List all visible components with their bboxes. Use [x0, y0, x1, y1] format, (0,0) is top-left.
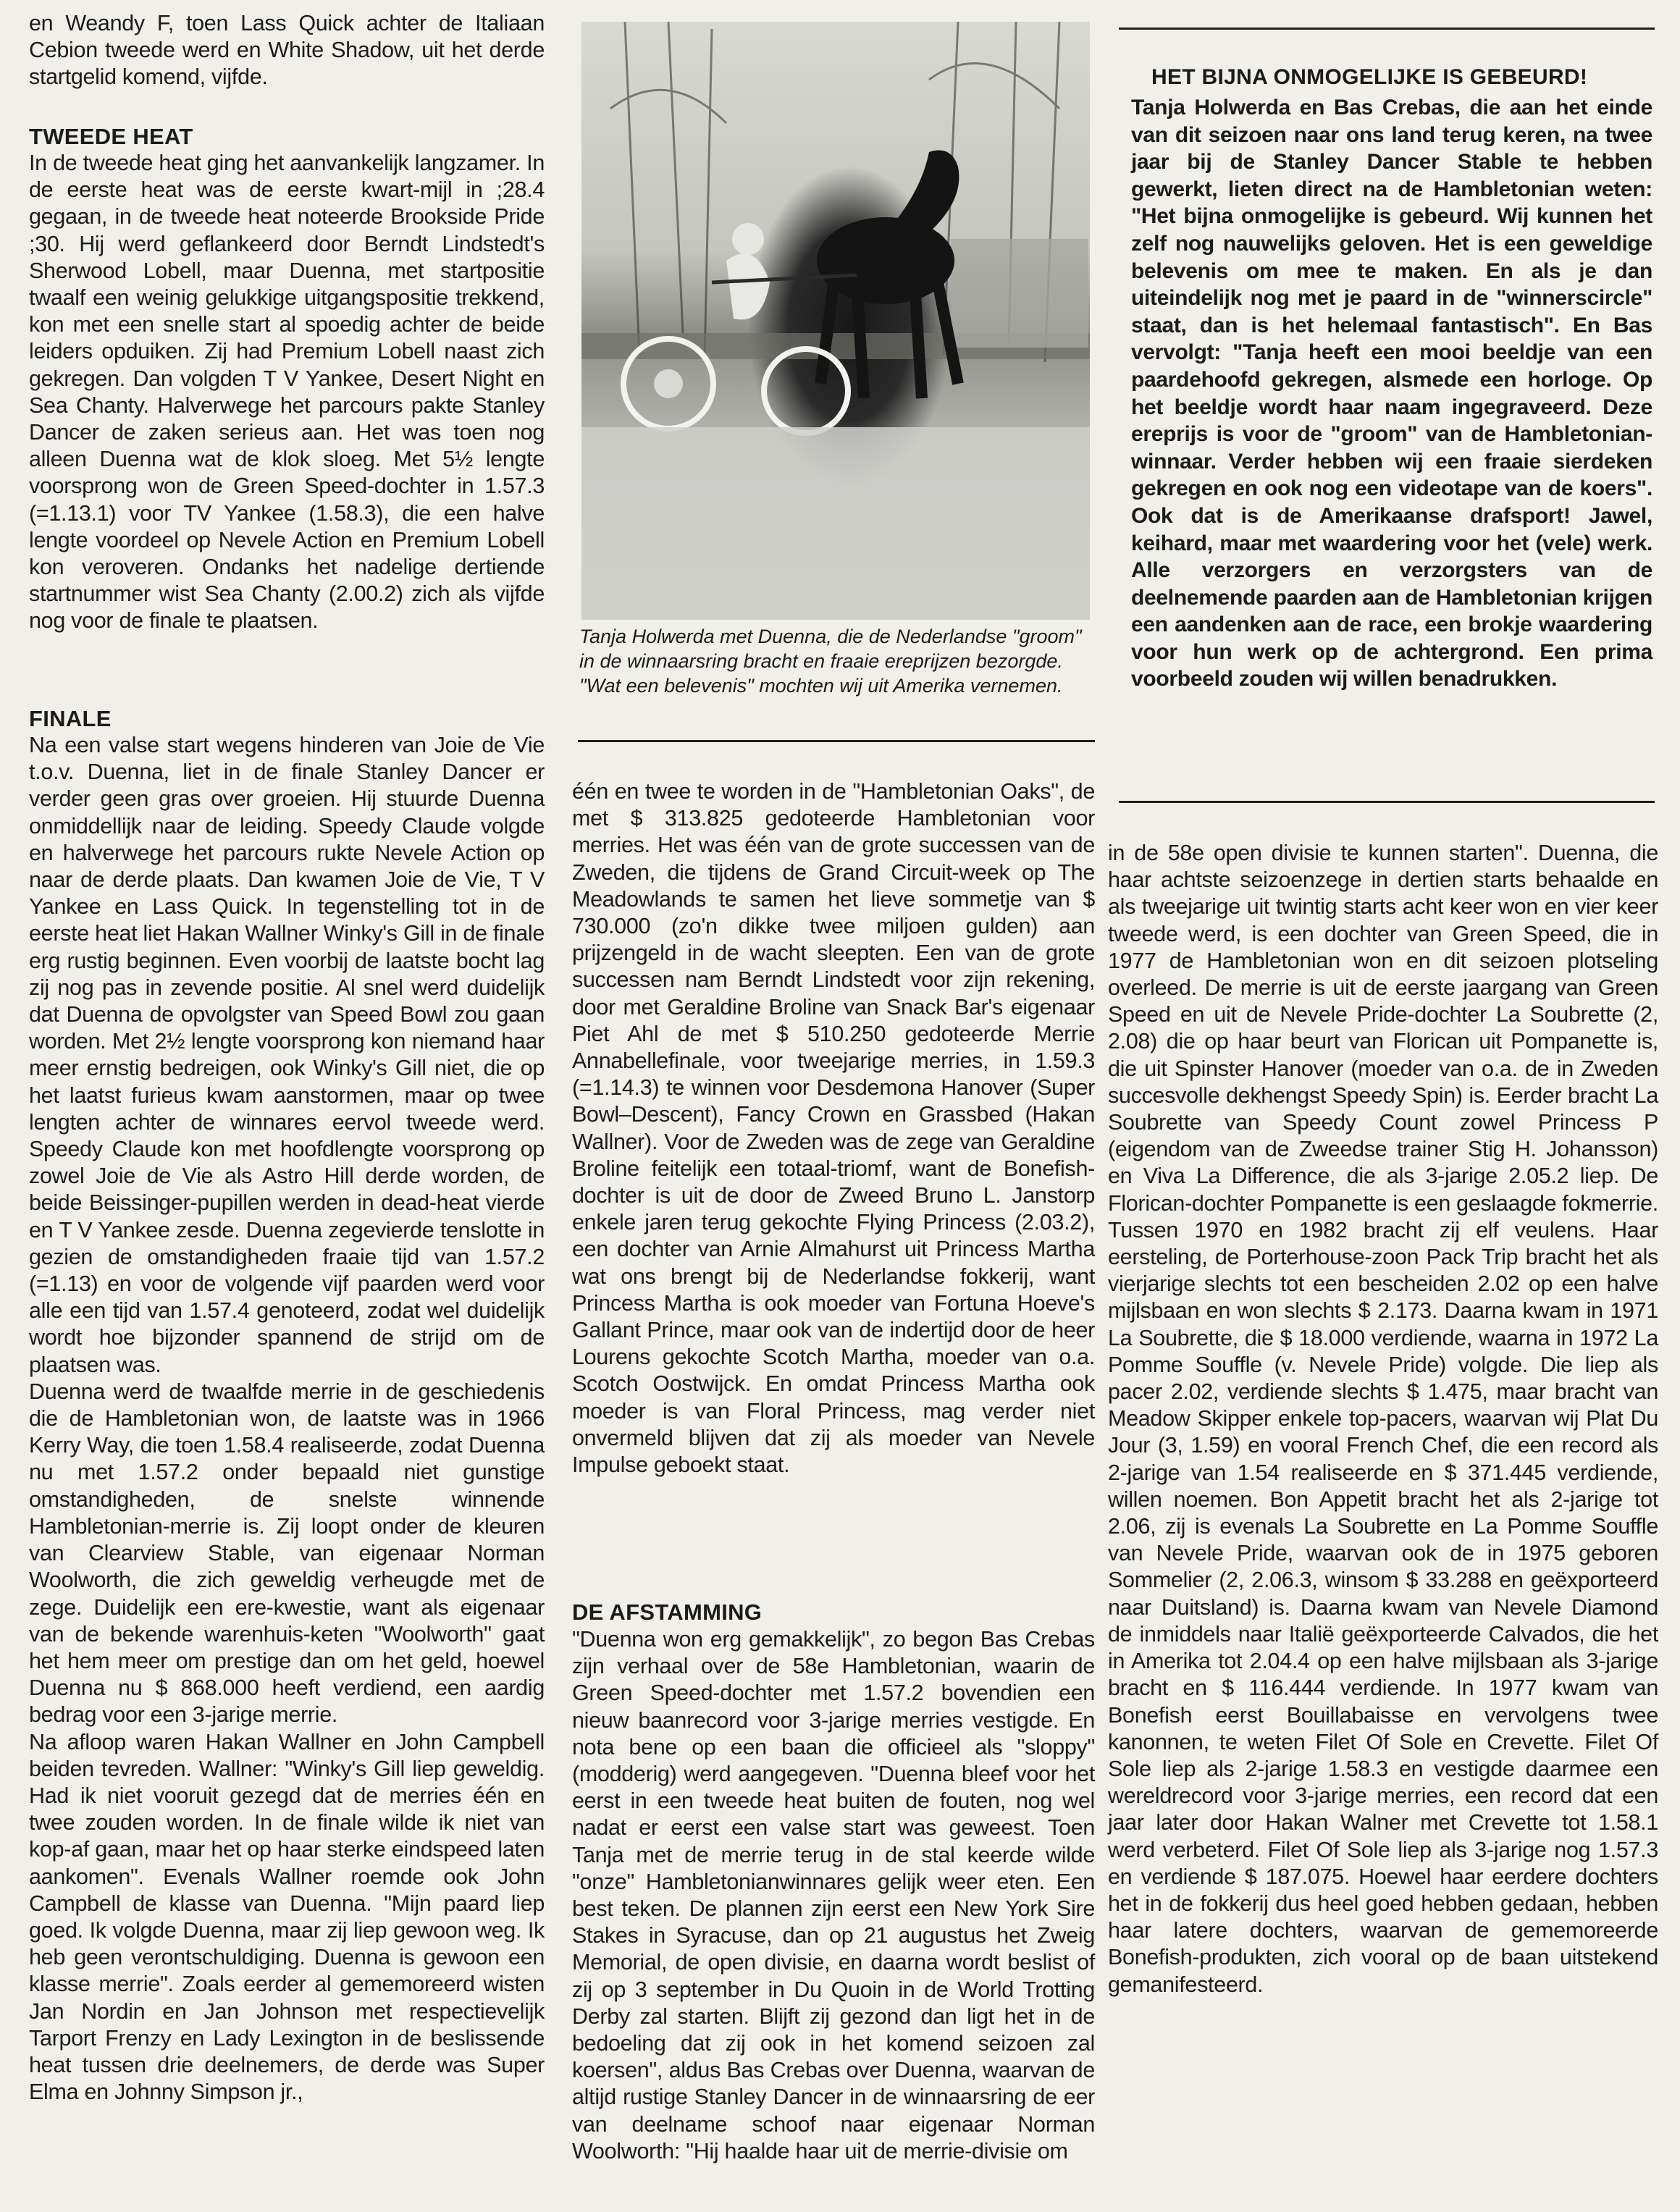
- box-top-rule: [1119, 28, 1655, 30]
- pedigree-paragraph: in de 58e open divisie te kunnen starten". Duenna, die haar achtste seizoenzege in dertien starts behaalde en als tweejarige uit twintig starts acht keer won en vier keer tweede werd, is een dochter van Green Speed, die in 1977 de Hambletonian won en dit seizoen plotseling overleed. De merrie is uit de eerste jaargang van Green Speed en uit de Nevele Pride-dochter La Soubrette (2, 2.08) die op haar beurt van Florican uit Pompanette is, die uit Spinster Hanover (moeder van o.a. de in Zweden succesvolle dekhengst Speedy Spin) is. Eerder bracht La Soubrette van Speedy Count zowel Princess P (eigendom van de Zweedse trainer Stig H. Johansson) en Viva La Difference, die als 3-jarige 2.05.2 liep. De Florican-dochter Pompanette is een geslaagde fokmerrie. Tussen 1970 en 1982 bracht zij elf veulens. Haar eersteling, de Porterhouse-zoon Pack Trip bracht het als vierjarige slechts tot een bescheiden 2.02 op een halve mijlsbaan en won slechts $ 2.173. Daarna kwam in 1971 La Soubrette, die $ 18.000 verdiende, waarna in 1972 La Pomme Souffle (v. Nevele Pride) volgde. Die liep als pacer 2.02, verdiende slechts $ 1.475, maar bracht van Meadow Skipper enkele top-pacers, waarvan wij Plat Du Jour (3, 1.59) en vooral French Chef, die een record als 2-jarige van 1.54 realiseerde en $ 371.445 verdiende, willen noemen. Bon Appetit bracht het als 2-jarige tot 2.06, zij is evenals La Soubrette en La Pomme Souffle van Nevele Pride, waarvan ook de in 1975 geboren Sommelier (2, 2.06.3, winsom $ 33.288 en geëxporteerd naar Duitsland) is. Daarna kwam van Nevele Diamond de inmiddels naar Italië geëxporteerde Calvados, die het in Amerika tot 2.04.4 op een halve mijlsbaan als 3-jarige bracht en $ 116.444 verdiende. In 1977 kwam van Bonefish eerst Bouillabaisse en vervolgens twee kanonnen, te weten Filet Of Sole en Crevette. Filet Of Sole liep als 2-jarige 1.58.3 en vestigde daarmee een wereldrecord voor 3-jarige merries, een record dat een jaar later door Hakan Walner met Crevette tot 1.58.1 werd verbeterd. Filet Of Sole liep als 3-jarige nog 1.57.3 en verdiende $ 187.075. Hoewel haar eerdere dochters het in de fokkerij dus heel goed hebben gedaan, hebben haar latere dochters, waarvan de gememoreerde Bonefish-produkten, zich vooral op de baan uitstekend gemanifesteerd.: [1108, 841, 1658, 1997]
- tweede-heat-text: In de tweede heat ging het aanvankelijk langzamer. In de eerste heat was de eerste kwart-mijl in ;28.4 gegaan, in de tweede heat noteerde Brookside Pride ;30. Hij werd geflankeerd door Berndt Lindstedt's Sherwood Lobell, maar Duenna, met startpositie twaalf een weinig gelukkige uitgangspositie trekkend, kon met een snelle start al spoedig achter de beide leiders opduiken. Zij had Premium Lobell naast zich gekregen. Dan volgden T V Yankee, Desert Night en Sea Chanty. Halverwege het parcours pakte Stanley Dancer de zaken serieus aan. Het was toen nog alleen Duenna wat de klok sloeg. Met 5½ lengte voorsprong won de Green Speed-dochter in 1.57.3 (=1.13.1) voor TV Yankee (1.58.3), die een halve lengte voordeel op Nevele Action en Premium Lobell kon veroveren. Ondanks het nadelige dertiende startnummer wist Sea Chanty (2.00.2) zich als vijfde nog voor de finale te plaatsen.: [29, 151, 545, 634]
- intro-paragraph: en Weandy F, toen Lass Quick achter de Italiaan Cebion tweede werd en White Shadow, uit het derde startgelid komend, vijfde.: [29, 11, 545, 90]
- finale-paragraph-3: Na afloop waren Hakan Wallner en John Campbell beiden tevreden. Wallner: "Winky's Gill liep geweldig. Had ik niet vooruit gezegd dat de merries één en twee zouden worden. In de finale wilde ik niet van kop-af gaan, maar het op haar sterke eindspeed laten aankomen". Evenals Wallner roemde ook John Campbell de klasse van Duenna. "Mijn paard liep goed. Ik volgde Duenna, maar zij liep gewoon weg. Ik heb geen verontschuldiging. Duenna is gewoon een klasse merrie". Zoals eerder al gememoreerd wisten Jan Nordin en Jan Johnson met respectievelijk Tarport Frenzy en Lady Lexington in de beslissende heat tussen drie deelnemers, de derde was Super Elma en Johnny Simpson jr.,: [29, 1729, 545, 2105]
- heading-finale: FINALE: [29, 706, 112, 731]
- box-text: Tanja Holwerda en Bas Crebas, die aan het einde van dit seizoen naar ons land terug keren, na twee jaar bij de Stanley Dancer Stable te hebben gewerkt, lieten direct na de Hambletonian weten: "Het bijna onmogelijke is gebeurd. Wij kunnen het zelf nog nauwelijks geloven. Het is een geweldige belevenis om mee te maken. En als je dan uiteindelijk nog met je paard in de "winnerscircle" staat, dan is het helemaal fantastisch". En Bas vervolgt: "Tanja heeft een mooi beeldje van een paardehoofd gekregen, alsmede een horloge. Op het beeldje wordt haar naam ingegraveerd. Deze ereprijs is voor de "groom" van de Hambletonian-winnaar. Verder hebben wij een fraaie sierdeken gekregen en ook nog een videotape van de koers". Ook dat is de Amerikaanse drafsport! Jawel, keihard, maar met waardering voor het (vele) werk. Alle verzorgers en verzorgsters van de deelnemende paarden aan de Hambletonian krijgen een aandenken aan de race, een brokje waardering voor hun werk op de achtergrond. Een prima voorbeeld zouden wij willen benadrukken.: [1131, 96, 1652, 691]
- photo-caption: Tanja Holwerda met Duenna, die de Nederlandse "groom" in de winnaarsring bracht en fraaie ereprijzen bezorgde. "Wat een belevenis" mochten wij uit Amerika vernemen.: [579, 626, 1082, 697]
- finale-paragraph-1: Na een valse start wegens hinderen van Joie de Vie t.o.v. Duenna, liet in de finale Stanley Dancer er verder geen gras over groeien. Hij stuurde Duenna onmiddellijk naar de leiding. Speedy Claude volgde en halverwege het parcours rukte Nevele Action op naar de derde plaats. Dan kwamen Joie de Vie, T V Yankee en Lass Quick. In tegenstelling tot in de eerste heat liet Hakan Wallner Winky's Gill in de finale erg rustig beginnen. Even voorbij de laatste bocht lag zij nog pas in zevende positie. Al snel werd duidelijk dat Duenna de opvolgster van Speed Bowl zou gaan worden. Met 2½ lengte voorsprong kon niemand haar meer ernstig bedreigen, ook Winky's Gill niet, die op het laatst furieus kwam aanstormen, maar op twee lengten achter de winnares eervol tweede werd. Speedy Claude kon met hoofdlengte voorsprong op zowel Joie de Vie als Astro Hill derde worden, de beide Beissinger-pupillen werden in dead-heat vierde en T V Yankee zesde. Duenna zegevierde tenslotte in gezien de omstandigheden fraaie tijd van 1.57.2 (=1.13) en voor de volgende vijf paarden werd voor alle een tijd van 1.57.4 genoteerd, zodat wel duidelijk wordt hoe bijzonder spannend de strijd om de plaatsen was.: [29, 733, 545, 1377]
- heading-de-afstamming: DE AFSTAMMING: [572, 1599, 763, 1625]
- finale-text: [29, 732, 545, 2106]
- oaks-paragraph: één en twee te worden in de "Hambletonian Oaks", de met $ 313.825 gedoteerde Hambletonian voor merries. Het was één van de grote successen van de Zweden, die tijdens de Grand Circuit-week op The Meadowlands te samen het lieve sommetje van $ 730.000 (zo'n dikke twee miljoen gulden) aan prijzengeld in de wacht sleepten. Een van de grote successen nam Berndt Lindstedt voor zijn rekening, door met Geraldine Broline van Snack Bar's eigenaar Piet Ahl de met $ 510.250 gedoteerde Merrie Annabellefinale, voor tweejarige merries, in 1.59.3 (=1.14.3) te winnen voor Desdemona Hanover (Super Bowl–Descent), Fancy Crown en Grassbed (Hakan Wallner). Voor de Zweden was de zege van Geraldine Broline feitelijk een totaal-triomf, want de Bonefish-dochter is uit de door de Zweed Bruno L. Janstorp enkele jaren terug gekochte Flying Princess (2.03.2), een dochter van Arnie Almahurst uit Princess Martha wat ons brengt bij de Nederlandse fokkerij, want Princess Martha is ook moeder van Fortuna Hoeve's Gallant Prince, maar ook van de indertijd door de heer Lourens gekochte Scotch Martha, moeder van o.a. Scotch Oostwijck. En omdat Princess Martha ook moeder is van Floral Princess, mag verder niet onvermeld blijven dat zij als moeder van Nevele Impulse geboekt staat.: [572, 779, 1095, 1478]
- afstamming-paragraph: "Duenna won erg gemakkelijk", zo begon Bas Crebas zijn verhaal over de 58e Hambletonian, waarin de Green Speed-dochter met 1.57.2 bovendien een nieuw baanrecord voor 3-jarige merries vestigde. En nota bene op een baan die officieel als "sloppy" (modderig) werd aangegeven. "Duenna bleef voor het eerst in een tweede heat buiten de fouten, nog wel nadat er eerst een valse start was geweest. Toen Tanja met de merrie terug in de stal keerde wilde "onze" Hambletonianwinnares gelijk weer eten. Een best teken. De plannen zijn eerst een New York Sire Stakes in Syracuse, dan op 21 augustus het Zweig Memorial, de open divisie, en daarna wordt beslist of zij op 3 september in Du Quoin in de World Trotting Derby zal starten. Blijft zij gezond dan ligt het in de bedoeling dat zij ook in het komend seizoen zal koersen", aldus Bas Crebas over Duenna, waarvan de altijd rustige Stanley Dancer in de winnaarsring de eer van deelname schoof naar eigenaar Norman Woolworth: "Hij haalde haar uit de merrie-divisie om: [572, 1627, 1095, 2163]
- box-title: HET BIJNA ONMOGELIJKE IS GEBEURD!: [1151, 65, 1588, 89]
- heading-tweede-heat: TWEEDE HEAT: [29, 124, 193, 149]
- photo-illustration: [581, 22, 1090, 620]
- photo-horse-and-sulky: [581, 22, 1090, 620]
- finale-paragraph-2: Duenna werd de twaalfde merrie in de geschiedenis die de Hambletonian won, de laatste was in 1966 Kerry Way, die toen 1.58.4 realiseerde, zodat Duenna nu met 1.57.2 onder bepaald niet gunstige omstandigheden, de snelste winnende Hambletonian-merrie is. Zij loopt onder de kleuren van Clearview Stable, van eigenaar Norman Woolworth, die zich geweldig verheugde met de zege. Duidelijk een ere-kwestie, want als eigenaar van de bekende warenhuis-keten "Woolworth" gaat het hem meer om prestige dan om het geld, hoewel Duenna nu $ 868.000 heeft verdiend, een aardig bedrag voor een 3-jarige merrie.: [29, 1379, 545, 1728]
- box-bottom-rule: [1119, 801, 1655, 803]
- column-divider-rule: [578, 740, 1095, 742]
